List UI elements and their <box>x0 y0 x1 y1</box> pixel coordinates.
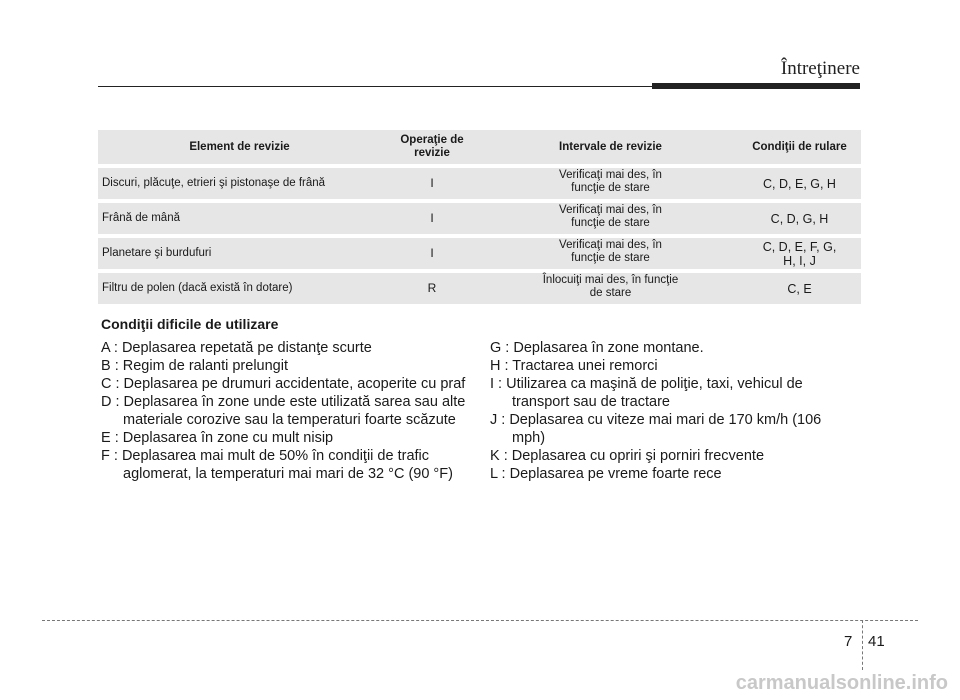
condition-item: C : Deplasarea pe drumuri accidentate, acoperite cu praf <box>101 376 466 392</box>
cell-operation: I <box>381 168 483 199</box>
cell-element: Filtru de polen (dacă există în dotare) <box>98 273 381 304</box>
table-header-row <box>98 130 861 164</box>
condition-item: I : Utilizarea ca maşină de poliţie, taxi, vehicul de transport sau de tractare <box>490 376 803 410</box>
cell-interval: Verificaţi mai des, în funcţie de stare <box>483 203 738 234</box>
table-row <box>98 238 861 269</box>
cell-element: Discuri, plăcuţe, etrieri şi pistonaşe de frână <box>98 168 381 199</box>
page-separator <box>862 620 863 670</box>
condition-item: E : Deplasarea în zone cu mult nisip <box>101 430 334 446</box>
maintenance-table <box>98 126 861 308</box>
cell-conditions: C, D, E, F, G, H, I, J <box>738 238 861 269</box>
page-number: 41 <box>868 633 885 650</box>
conditions-list-right <box>490 339 850 483</box>
cell-operation: I <box>381 238 483 269</box>
cell-element: Frână de mână <box>98 203 381 234</box>
cell-conditions: C, D, E, G, H <box>738 168 861 199</box>
condition-item: G : Deplasarea în zone montane. <box>490 340 704 356</box>
cell-interval: Verificaţi mai des, în funcţie de stare <box>483 168 738 199</box>
watermark: carmanualsonline.info <box>735 672 948 694</box>
header-rule-thin <box>98 86 652 87</box>
cell-operation: I <box>381 203 483 234</box>
header-interval: Intervale de revizie <box>483 130 738 164</box>
condition-item: L : Deplasarea pe vreme foarte rece <box>490 466 722 482</box>
header-conditions: Condiţii de rulare <box>738 130 861 164</box>
cell-conditions: C, D, G, H <box>738 203 861 234</box>
header-rule-thick <box>652 83 860 89</box>
cell-interval: Verificaţi mai des, în funcţie de stare <box>483 238 738 269</box>
cell-conditions: C, E <box>738 273 861 304</box>
table-row <box>98 273 861 304</box>
condition-item: A : Deplasarea repetată pe distanţe scurte <box>101 340 372 356</box>
condition-item: K : Deplasarea cu opriri şi porniri frecvente <box>490 448 765 464</box>
section-title: Întreţinere <box>780 58 860 79</box>
chapter-number: 7 <box>844 633 853 650</box>
header-operation: Operaţie de revizie <box>381 130 483 164</box>
condition-item: H : Tractarea unei remorci <box>490 358 658 374</box>
cell-element: Planetare şi burdufuri <box>98 238 381 269</box>
conditions-title: Condiţii dificile de utilizare <box>101 316 279 332</box>
conditions-list-left <box>101 339 481 483</box>
table-row <box>98 203 861 234</box>
condition-item: F : Deplasarea mai mult de 50% în condiţii de trafic aglomerat, la temperaturi mai mari de 32 °C (90 °F) <box>101 448 453 482</box>
condition-item: D : Deplasarea în zone unde este utilizată sarea sau alte materiale corozive sau la temperaturi foarte scăzute <box>101 394 466 428</box>
cell-interval: Înlocuiţi mai des, în funcţie de stare <box>483 273 738 304</box>
cell-operation: R <box>381 273 483 304</box>
header-element: Element de revizie <box>98 130 381 164</box>
footer-rule <box>42 620 918 621</box>
condition-item: B : Regim de ralanti prelungit <box>101 358 288 374</box>
table-row <box>98 168 861 199</box>
condition-item: J : Deplasarea cu viteze mai mari de 170 km/h (106 mph) <box>490 412 822 446</box>
